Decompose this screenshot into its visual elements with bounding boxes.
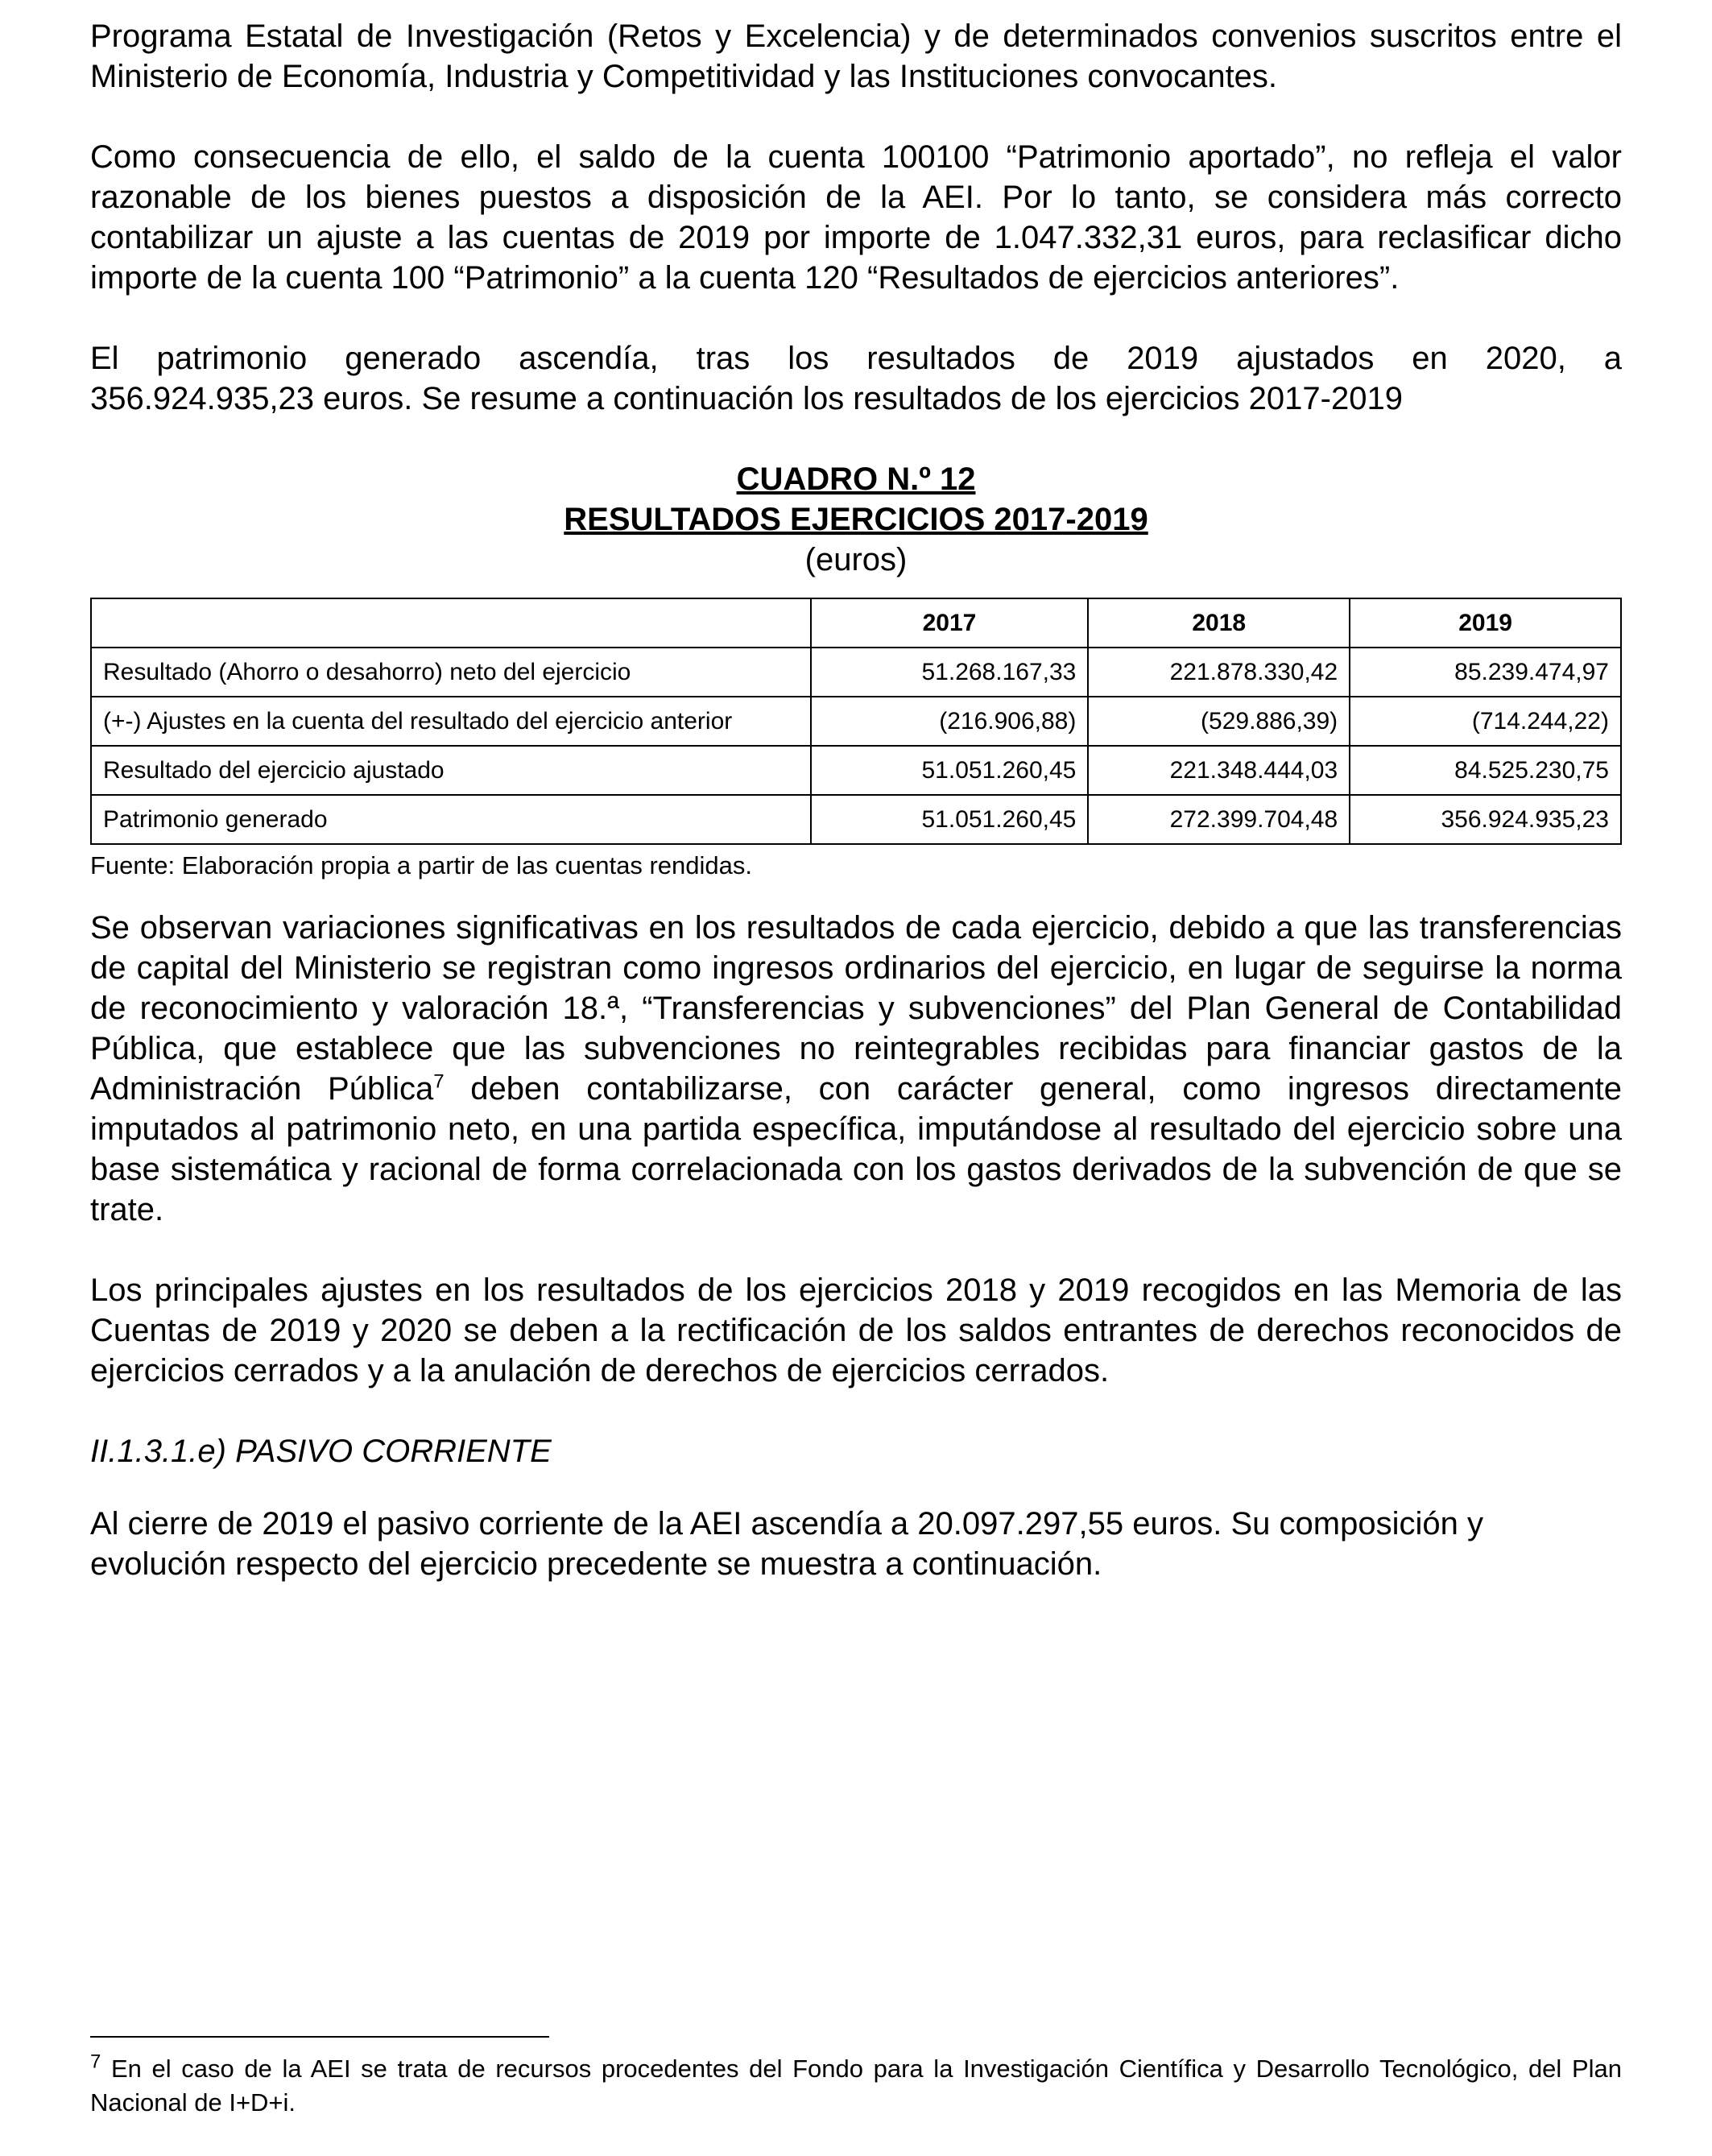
table-header-2017: 2017	[811, 598, 1089, 648]
table-row-label: Patrimonio generado	[91, 795, 811, 844]
footnote-divider	[90, 2036, 549, 2038]
paragraph-line-1: El patrimonio generado ascendía, tras los resultados de 2019 ajustados en 2020, a	[90, 341, 1622, 376]
section-heading: II.1.3.1.e) PASIVO CORRIENTE	[90, 1434, 552, 1469]
footnote	[90, 2052, 1622, 2120]
table-row-label: (+-) Ajustes en la cuenta del resultado del ejercicio anterior	[91, 697, 811, 746]
paragraph-line-2: 356.924.935,23 euros. Se resume a continuación los resultados de los ejercicios 2017-2019	[90, 381, 1403, 416]
table-cell: (216.906,88)	[811, 697, 1089, 746]
table-title: CUADRO N.º 12	[736, 461, 976, 497]
table-cell: (529.886,39)	[1088, 697, 1350, 746]
results-table	[90, 598, 1622, 845]
table-caption	[90, 459, 1622, 580]
footnote-text: En el caso de la AEI se trata de recursos procedentes del Fondo para la Investigación Científica y Desarrollo Tecnológico, del Plan Nacional de I+D+i.	[90, 2055, 1622, 2117]
table-cell: (714.244,22)	[1350, 697, 1621, 746]
table-header-2019: 2019	[1350, 598, 1621, 648]
table-cell: 85.239.474,97	[1350, 648, 1621, 697]
paragraph-text: deben contabilizarse, con carácter general, como ingresos directamente imputados al patrimonio neto, en una partida específica, imputándose al resultado del ejercicio sobre una base sistemática y racional de forma correlacionada con los gastos derivados de la subvención de que se trate.	[90, 1071, 1622, 1227]
paragraph-patrimonio-generado	[90, 338, 1622, 419]
paragraph-pasivo-corriente: Al cierre de 2019 el pasivo corriente de la AEI ascendía a 20.097.297,55 euros. Su composición y evolución respecto del ejercicio precedente se muestra a continuación.	[90, 1506, 1483, 1582]
paragraph-variaciones	[90, 908, 1622, 1230]
paragraph-ajustes: Los principales ajustes en los resultados de los ejercicios 2018 y 2019 recogidos en las Memoria de las Cuentas de 2019 y 2020 se deben a la rectificación de los saldos entrantes de derechos reconocidos de ejercicios cerrados y a la anulación de derechos de ejercicios cerrados.	[90, 1272, 1622, 1388]
table-row-label: Resultado (Ahorro o desahorro) neto del ejercicio	[91, 648, 811, 697]
paragraph-patrimonio-aportado: Como consecuencia de ello, el saldo de la cuenta 100100 “Patrimonio aportado”, no refleja el valor razonable de los bienes puestos a disposición de la AEI. Por lo tanto, se considera más correcto contabilizar un ajuste a las cuentas de 2019 por importe de 1.047.332,31 euros, para reclasificar dicho importe de la cuenta 100 “Patrimonio” a la cuenta 120 “Resultados de ejercicios anteriores”.	[90, 139, 1622, 296]
table-row-label: Resultado del ejercicio ajustado	[91, 746, 811, 795]
table-header-empty	[91, 598, 811, 648]
table-cell: 221.348.444,03	[1088, 746, 1350, 795]
table-header-2018: 2018	[1088, 598, 1350, 648]
table-cell: 221.878.330,42	[1088, 648, 1350, 697]
table-row	[91, 746, 1621, 795]
footnote-reference[interactable]: 7	[433, 1070, 445, 1093]
table-header-row	[91, 598, 1621, 648]
table-cell: 356.924.935,23	[1350, 795, 1621, 844]
table-cell: 272.399.704,48	[1088, 795, 1350, 844]
footnote-number: 7	[90, 2050, 101, 2073]
table-cell: 51.051.260,45	[811, 746, 1089, 795]
table-cell: 84.525.230,75	[1350, 746, 1621, 795]
paragraph-intro: Programa Estatal de Investigación (Retos y Excelencia) y de determinados convenios suscritos entre el Ministerio de Economía, Industria y Competitividad y las Instituciones convocantes.	[90, 19, 1622, 94]
table-subtitle: RESULTADOS EJERCICIOS 2017-2019	[564, 502, 1148, 537]
document-page	[90, 16, 1622, 1624]
table-source: Fuente: Elaboración propia a partir de las cuentas rendidas.	[90, 851, 752, 879]
paragraph-text: Se observan variaciones significativas en los resultados de cada ejercicio, debido a que las transferencias de capital del Ministerio se registran como ingresos ordinarios del ejercicio, en lugar de seguirse la norma de reconocimiento y valoración 18.ª, “Transferencias y subvenciones” del Plan General de Contabilidad Pública, que establece que las subvenciones no reintegrables recibidas para financiar gastos de la Administración Pública	[90, 910, 1622, 1107]
table-cell: 51.268.167,33	[811, 648, 1089, 697]
table-row	[91, 648, 1621, 697]
table-units: (euros)	[804, 542, 908, 577]
table-row	[91, 697, 1621, 746]
table-cell: 51.051.260,45	[811, 795, 1089, 844]
table-row	[91, 795, 1621, 844]
